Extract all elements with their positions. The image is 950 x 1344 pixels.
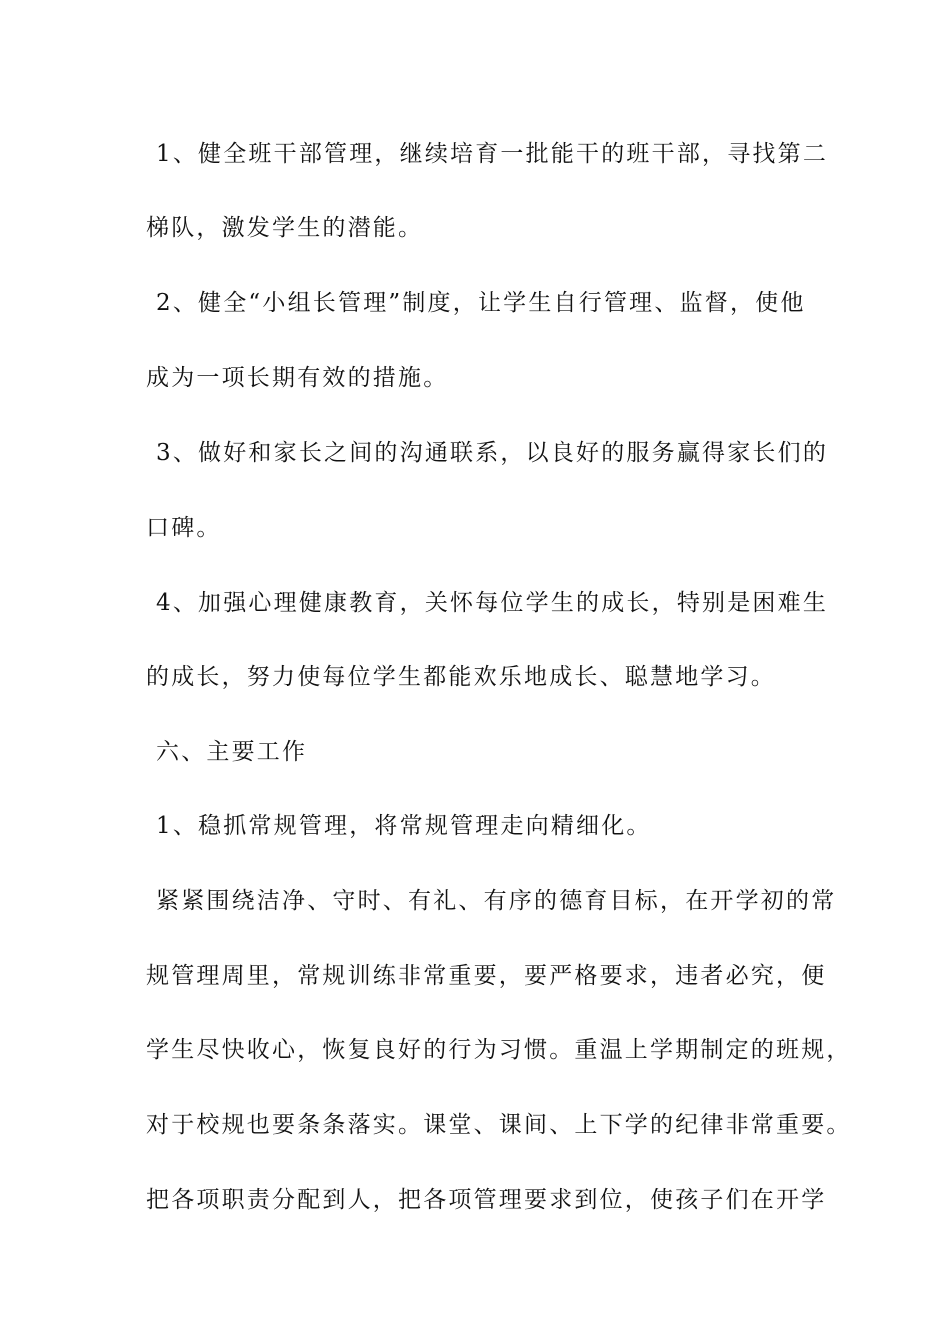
paragraph-line: 口碑。 (146, 515, 222, 541)
paragraph-line: 规管理周里，常规训练非常重要，要严格要求，违者必究，便 (146, 963, 827, 989)
paragraph-line: 成为一项长期有效的措施。 (146, 365, 449, 391)
subsection-heading: 1、稳抓常规管理，将常规管理走向精细化。 (156, 813, 652, 839)
paragraph-line: 1、健全班干部管理，继续培育一批能干的班干部，寻找第二 (156, 141, 829, 167)
paragraph-line: 紧紧围绕洁净、守时、有礼、有序的德育目标，在开学初的常 (156, 888, 837, 914)
paragraph-line: 学生尽快收心，恢复良好的行为习惯。重温上学期制定的班规， (146, 1037, 852, 1063)
paragraph-line: 梯队，激发学生的潜能。 (146, 215, 424, 241)
paragraph-line: 对于校规也要条条落实。课堂、课间、上下学的纪律非常重要。 (146, 1112, 852, 1138)
paragraph-line: 2、健全“小组长管理”制度，让学生自行管理、监督，使他 (156, 290, 806, 316)
paragraph-line: 3、做好和家长之间的沟通联系，以良好的服务赢得家长们的 (156, 440, 829, 466)
paragraph-line: 的成长，努力使每位学生都能欢乐地成长、聪慧地学习。 (146, 664, 776, 690)
paragraph-line: 把各项职责分配到人，把各项管理要求到位，使孩子们在开学 (146, 1187, 827, 1213)
paragraph-line: 4、加强心理健康教育，关怀每位学生的成长，特别是困难生 (156, 590, 829, 616)
section-heading: 六、主要工作 (156, 739, 308, 765)
